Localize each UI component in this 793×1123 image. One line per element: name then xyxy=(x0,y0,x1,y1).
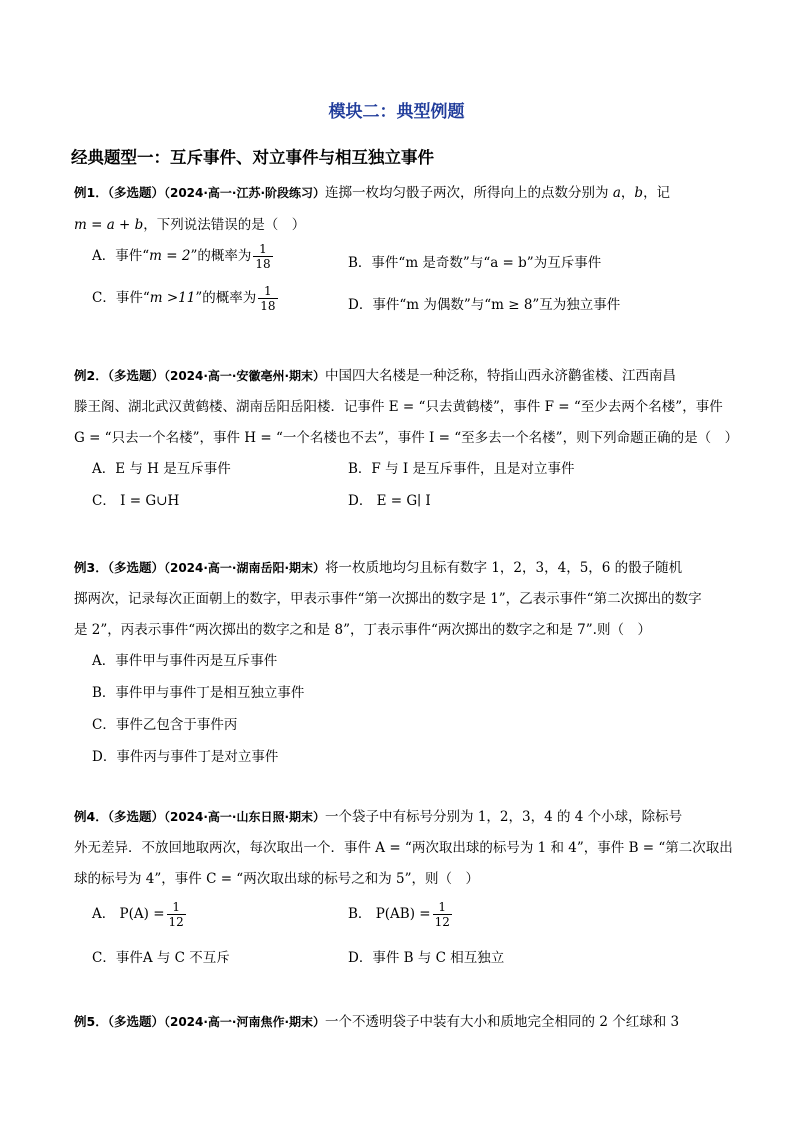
ex4-option-b xyxy=(348,900,454,929)
ex1-option-d: D．事件“m 为偶数”与“m ≥ 8”互为独立事件 xyxy=(348,297,621,313)
ex2-text1: 中国四大名楼是一种泛称，特指山西永济鹳雀楼、江西南昌 xyxy=(325,368,677,384)
ex1-a-fraction xyxy=(253,242,272,271)
ex2-option-c: C． I = G∪H xyxy=(92,493,180,509)
ex5-label: 例5． xyxy=(74,1014,108,1029)
ex3-line3: 是 2”，丙表示事件“两次掷出的数字之和是 8”，丁表示事件“两次掷出的数字之和是 7”.则（ ） xyxy=(74,622,651,638)
ex4-tag: （多选题） xyxy=(107,809,164,824)
ex5-source: （2024·高一·河南焦作·期末） xyxy=(163,1015,326,1029)
ex1-comma: ， xyxy=(620,185,635,201)
ex1-text2: ，记 xyxy=(643,185,671,201)
ex3-label: 例3． xyxy=(74,560,108,575)
ex4-a-num: 1 xyxy=(167,900,186,915)
ex1-option-a xyxy=(92,242,275,271)
ex4-option-a xyxy=(92,900,188,929)
ex5-line1 xyxy=(74,1010,679,1030)
ex1-label: 例1． xyxy=(74,185,108,200)
ex1-text1: 连掷一枚均匀骰子两次，所得向上的点数分别为 xyxy=(325,185,609,201)
ex5-text1: 一个不透明袋子中装有大小和质地完全相同的 2 个红球和 3 xyxy=(325,1014,680,1030)
ex1-option-b: B．事件“m 是奇数”与“a = b”为互斥事件 xyxy=(348,255,602,271)
ex2-source: （2024·高一·安徽亳州·期末） xyxy=(163,369,326,383)
ex2-option-b: B．F 与 I 是互斥事件，且是对立事件 xyxy=(348,461,575,477)
ex2-tag: （多选题） xyxy=(107,368,164,383)
ex1-line1 xyxy=(74,181,670,201)
ex3-line2: 掷两次，记录每次正面朝上的数字，甲表示事件“第一次掷出的数字是 1”，乙表示事件“第二次掷出的数字 xyxy=(74,591,702,607)
ex3-option-b: B．事件甲与事件丁是相互独立事件 xyxy=(92,685,305,701)
ex4-option-c: C．事件A 与 C 不互斥 xyxy=(92,950,230,966)
ex1-a-pre: A．事件“ xyxy=(92,248,150,264)
ex4-label: 例4． xyxy=(74,809,108,824)
ex1-a-den: 18 xyxy=(255,257,271,271)
ex3-line1 xyxy=(74,556,682,576)
module-title: 模块二：典型例题 xyxy=(328,102,465,122)
ex1-line2 xyxy=(74,213,305,233)
ex4-a-pre: A． P(A) = xyxy=(92,906,165,922)
ex4-line2: 外无差异．不放回地取两次，每次取出一个．事件 A = “两次取出球的标号为 1 和 4”，事件 B = “第二次取出 xyxy=(74,840,733,856)
ex4-b-fraction xyxy=(433,900,452,929)
ex1-option-c xyxy=(92,284,280,313)
ex1-var-a: a xyxy=(612,185,621,201)
ex4-text1: 一个袋子中有标号分别为 1，2，3，4 的 4 个小球，除标号 xyxy=(325,809,683,825)
ex2-line3: G = “只去一个名楼”，事件 H = “一个名楼也不去”，事件 I = “至多去一个名楼”，则下列命题正确的是（ ） xyxy=(74,430,739,446)
ex1-a-post: ”的概率为 xyxy=(190,248,252,264)
ex2-line1 xyxy=(74,364,676,384)
ex1-tag: （多选题） xyxy=(107,185,164,200)
ex4-option-d: D．事件 B 与 C 相互独立 xyxy=(348,950,505,966)
ex1-a-num: 1 xyxy=(253,242,272,257)
ex1-c-num: 1 xyxy=(258,284,277,299)
ex1-c-pre: C．事件“ xyxy=(92,290,150,306)
ex2-option-d: D． E = G∣ I xyxy=(348,493,431,509)
ex3-option-a: A．事件甲与事件丙是互斥事件 xyxy=(92,653,278,669)
ex1-formula: m = a + b xyxy=(74,217,144,233)
ex1-c-math: m >11 xyxy=(149,290,196,306)
ex3-option-c: C．事件乙包含于事件丙 xyxy=(92,717,238,733)
ex1-source: （2024·高一·江苏·阶段练习） xyxy=(163,186,326,200)
ex4-line1 xyxy=(74,805,682,825)
ex4-source: （2024·高一·山东日照·期末） xyxy=(163,810,326,824)
ex4-b-pre: B． P(AB) = xyxy=(348,906,431,922)
ex3-option-d: D．事件丙与事件丁是对立事件 xyxy=(92,749,279,765)
ex2-label: 例2． xyxy=(74,368,108,383)
ex3-source: （2024·高一·湖南岳阳·期末） xyxy=(163,561,326,575)
ex3-tag: （多选题） xyxy=(107,560,164,575)
ex2-line2: 滕王阁、湖北武汉黄鹤楼、湖南岳阳岳阳楼．记事件 E = “只去黄鹤楼”，事件 F = “至少去两个名楼”，事件 xyxy=(74,399,723,415)
ex4-line3: 球的标号为 4”，事件 C = “两次取出球的标号之和为 5”，则（ ） xyxy=(74,871,479,887)
ex4-b-num: 1 xyxy=(433,900,452,915)
ex4-b-den: 12 xyxy=(434,915,450,929)
ex1-var-b: b xyxy=(634,185,644,201)
ex5-tag: （多选题） xyxy=(107,1014,164,1029)
ex2-option-a: A．E 与 H 是互斥事件 xyxy=(92,461,231,477)
ex1-a-math: m = 2 xyxy=(149,248,191,264)
section-title: 经典题型一：互斥事件、对立事件与相互独立事件 xyxy=(71,148,434,167)
ex4-a-fraction xyxy=(167,900,186,929)
ex4-a-den: 12 xyxy=(168,915,184,929)
ex1-text3: ，下列说法错误的是（ ） xyxy=(143,217,306,233)
ex1-c-den: 18 xyxy=(260,299,276,313)
ex1-c-post: ”的概率为 xyxy=(195,290,257,306)
ex1-c-fraction xyxy=(258,284,277,313)
ex3-text1: 将一枚质地均匀且标有数字 1，2，3，4，5，6 的骰子随机 xyxy=(325,560,683,576)
